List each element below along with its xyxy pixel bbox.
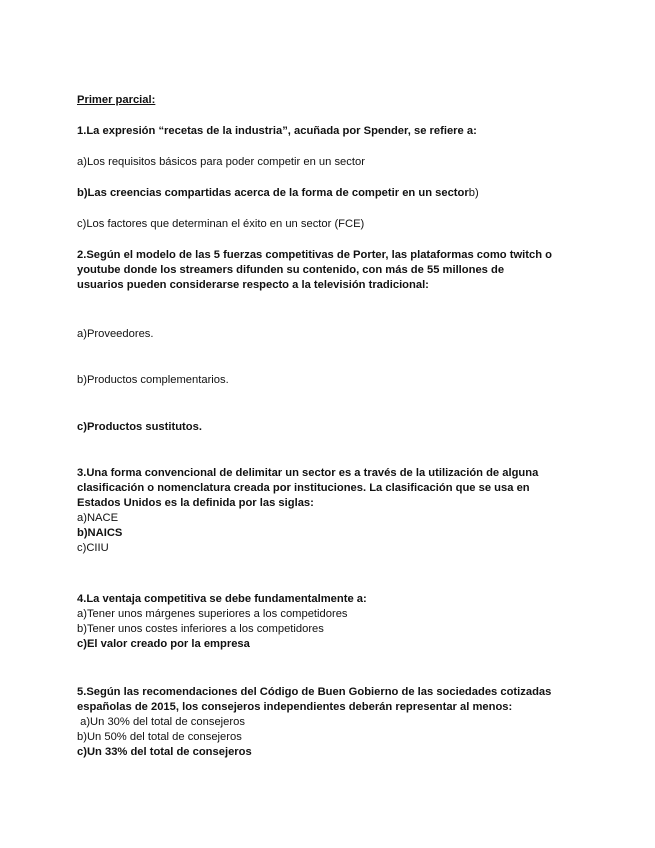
question-3-line: clasificación o nomenclatura creada por instituciones. La clasificación que se usa en	[77, 482, 530, 494]
question-2-line: youtube donde los streamers difunden su contenido, con más de 55 millones de	[77, 264, 505, 276]
q2-option-c: c)Productos sustitutos.	[77, 421, 202, 433]
question-2-line: usuarios pueden considerarse respecto a la televisión tradicional:	[77, 279, 429, 291]
q3-option-c: c)CIIU	[77, 542, 109, 554]
q4-option-a: a)Tener unos márgenes superiores a los competidores	[77, 608, 348, 620]
q3-option-b: b)NAICS	[77, 527, 123, 539]
q2-option-b: b)Productos complementarios.	[77, 374, 229, 386]
q1-option-a: a)Los requisitos básicos para poder competir en un sector	[77, 156, 365, 168]
question-5	[77, 685, 597, 760]
page-title: Primer parcial:	[77, 94, 156, 106]
question-2	[77, 248, 597, 293]
question-4-text: 4.La ventaja competitiva se debe fundamentalmente a:	[77, 593, 367, 605]
question-3	[77, 466, 597, 556]
q4-option-c: c)El valor creado por la empresa	[77, 638, 250, 650]
question-2-line: 2.Según el modelo de las 5 fuerzas competitivas de Porter, las plataformas como twitch o	[77, 249, 552, 261]
q3-option-a: a)NACE	[77, 512, 119, 524]
q4-option-b: b)Tener unos costes inferiores a los competidores	[77, 623, 324, 635]
question-4	[77, 592, 597, 652]
question-3-line: 3.Una forma convencional de delimitar un sector es a través de la utilización de alguna	[77, 467, 539, 479]
question-5-line: 5.Según las recomendaciones del Código de Buen Gobierno de las sociedades cotizadas	[77, 686, 552, 698]
q2-option-a: a)Proveedores.	[77, 328, 154, 340]
q1-option-c: c)Los factores que determinan el éxito en un sector (FCE)	[77, 218, 365, 230]
q1-option-b-suffix: b)	[468, 187, 479, 199]
q5-option-b: b)Un 50% del total de consejeros	[77, 731, 242, 743]
q5-option-a: a)Un 30% del total de consejeros	[77, 716, 245, 728]
q1-option-b-text: b)Las creencias compartidas acerca de la forma de competir en un sector	[77, 187, 469, 199]
question-1: 1.La expresión “recetas de la industria”, acuñada por Spender, se refiere a:	[77, 125, 477, 137]
question-5-line: españolas de 2015, los consejeros independientes deberán representar al menos:	[77, 701, 513, 713]
q1-option-b	[77, 186, 479, 201]
question-3-line: Estados Unidos es la definida por las siglas:	[77, 497, 314, 509]
q5-option-c: c)Un 33% del total de consejeros	[77, 746, 252, 758]
